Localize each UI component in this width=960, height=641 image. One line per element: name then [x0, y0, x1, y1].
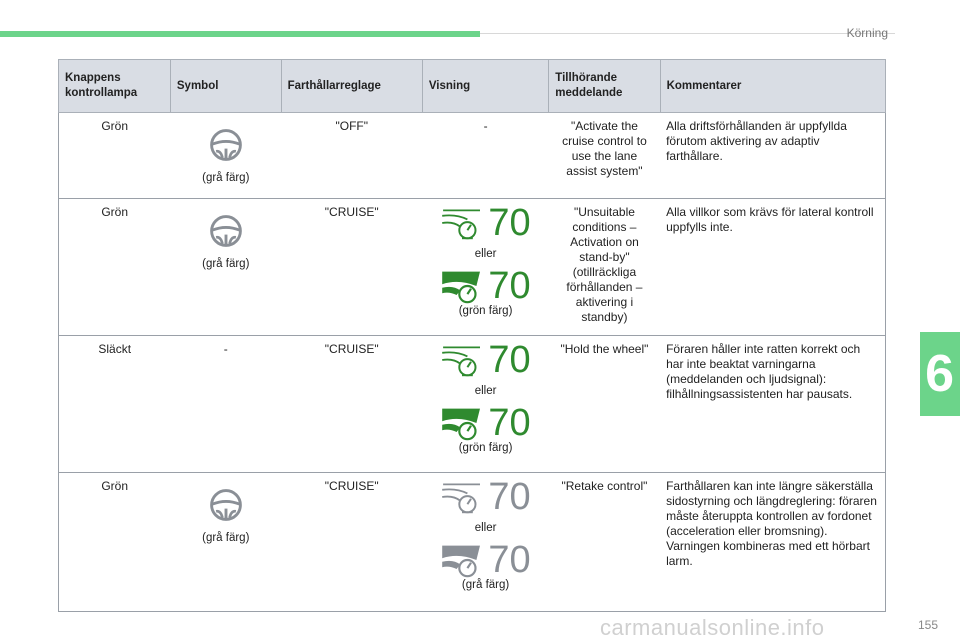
or-text: eller: [474, 522, 497, 534]
comment-cell: Farthållaren kan inte längre säkerställa sidostyrning och längdreglering: föraren måste återuppta kontrollen av fordonet (acceleration eller bromsning). Varningen kombineras med ett hörbart larm.: [660, 473, 885, 612]
control-cell: "CRUISE": [281, 336, 422, 473]
steering-wheel-icon: [208, 127, 244, 163]
lane-keeping-active-icon: [440, 268, 484, 304]
display-cell: -: [422, 113, 548, 199]
steering-wheel-icon: [208, 213, 244, 249]
display-caption: (grön färg): [458, 442, 513, 454]
header-lamp: Knappens kontrollampa: [59, 60, 171, 113]
display-cell: [422, 199, 548, 336]
speed-value: 70: [488, 201, 531, 244]
symbol-caption: (grå färg): [202, 532, 250, 544]
steering-wheel-icon: [208, 487, 244, 523]
speed-value: 70: [488, 338, 531, 381]
display-outline: [428, 201, 542, 244]
lamp-cell: Grön: [59, 199, 171, 336]
message-cell: "Unsuitable conditions – Activation on stand-by" (otillräckliga förhållanden – aktivering i standby): [549, 199, 660, 336]
control-cell: "OFF": [281, 113, 422, 199]
display-outline: [428, 338, 542, 381]
comment-cell: Alla villkor som krävs för lateral kontroll uppfylls inte.: [660, 199, 885, 336]
message-cell: "Retake control": [549, 473, 660, 612]
table-row: [59, 336, 886, 473]
top-divider: [480, 33, 895, 34]
top-accent-bar: [0, 31, 480, 37]
control-cell: "CRUISE": [281, 473, 422, 612]
speed-value: 70: [488, 475, 531, 518]
header-display: Visning: [422, 60, 548, 113]
message-cell: "Hold the wheel": [549, 336, 660, 473]
speed-value: 70: [488, 538, 531, 581]
speed-value: 70: [488, 264, 531, 307]
display-cell: [422, 336, 548, 473]
lamp-cell: Grön: [59, 113, 171, 199]
symbol-cell: [170, 473, 281, 612]
cruise-control-table: [58, 59, 886, 612]
table-row: [59, 473, 886, 612]
symbol-caption: (grå färg): [202, 172, 250, 184]
display-filled: [428, 401, 542, 444]
section-title: Körning: [846, 26, 888, 40]
header-control: Farthållarreglage: [281, 60, 422, 113]
watermark: carmanualsonline.info: [600, 615, 825, 640]
symbol-caption: (grå färg): [202, 258, 250, 270]
header-message: Tillhörande meddelande: [549, 60, 660, 113]
speed-value: 70: [488, 401, 531, 444]
lane-keeping-active-icon: [440, 542, 484, 578]
table-header-row: [59, 60, 886, 113]
lane-keeping-outline-icon: [440, 342, 484, 378]
header-symbol: Symbol: [170, 60, 281, 113]
display-outline: [428, 475, 542, 518]
lamp-cell: Släckt: [59, 336, 171, 473]
display-cell: [422, 473, 548, 612]
or-text: eller: [474, 248, 497, 260]
symbol-cell: -: [170, 336, 281, 473]
page-number: 155: [917, 618, 938, 632]
comment-cell: Föraren håller inte ratten korrekt och har inte beaktat varningarna (meddelanden och ljudsignal): filhållningsassistenten har pausats.: [660, 336, 885, 473]
display-filled: [428, 264, 542, 307]
lamp-cell: Grön: [59, 473, 171, 612]
chapter-tab: 6: [920, 332, 960, 416]
table-row: [59, 199, 886, 336]
lane-keeping-outline-icon: [440, 479, 484, 515]
header-comment: Kommentarer: [660, 60, 885, 113]
lane-keeping-active-icon: [440, 405, 484, 441]
lane-keeping-outline-icon: [440, 205, 484, 241]
table-row: [59, 113, 886, 199]
symbol-cell: [170, 113, 281, 199]
control-cell: "CRUISE": [281, 199, 422, 336]
display-caption: (grå färg): [461, 579, 510, 591]
display-caption: (grön färg): [458, 305, 513, 317]
comment-cell: Alla driftsförhållanden är uppfyllda förutom aktivering av adaptiv farthållare.: [660, 113, 885, 199]
display-filled: [428, 538, 542, 581]
symbol-cell: [170, 199, 281, 336]
message-cell: "Activate the cruise control to use the lane assist system": [549, 113, 660, 199]
or-text: eller: [474, 385, 497, 397]
